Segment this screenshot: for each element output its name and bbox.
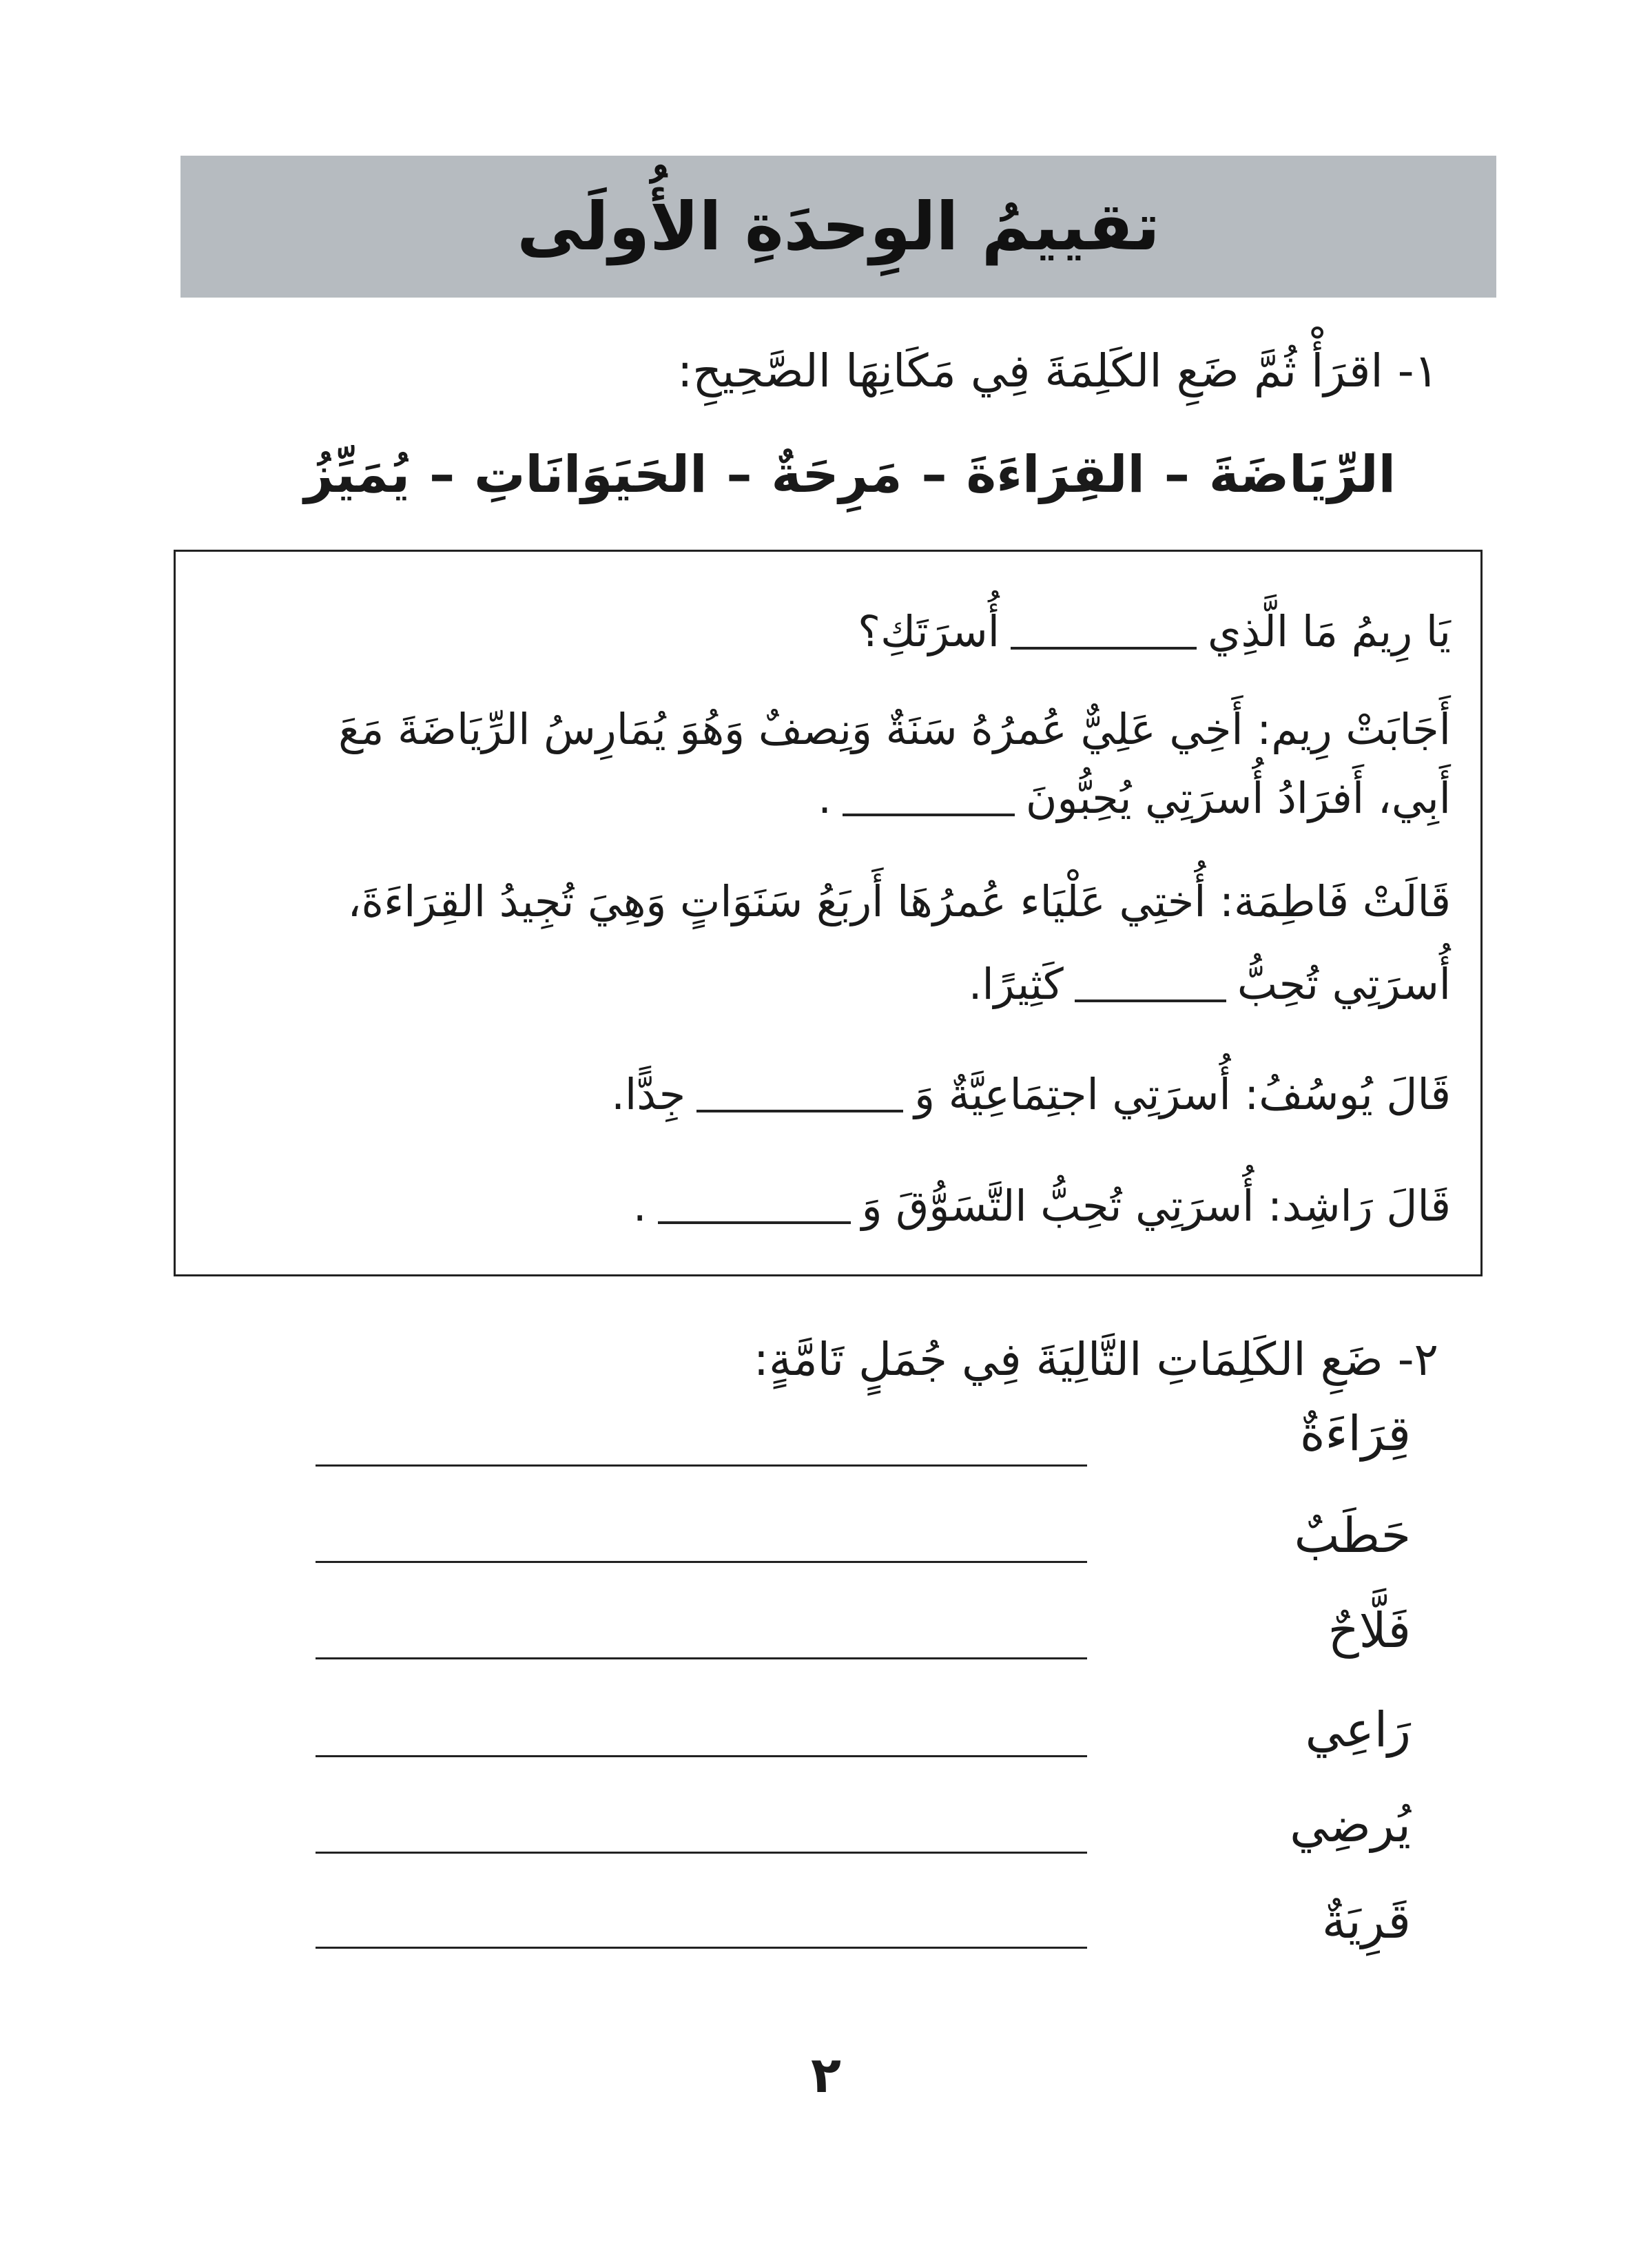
page-title: تقييمُ الوِحدَةِ الأُولَى xyxy=(517,188,1160,265)
answer-line[interactable] xyxy=(316,1561,1087,1563)
word-bank-separator: – xyxy=(429,445,455,504)
passage-line-3 xyxy=(818,773,1451,823)
vocab-word: رَاعِي xyxy=(1305,1701,1411,1758)
passage-text: قَالَ يُوسُفُ: أُسرَتِي اجتِمَاعِيَّةٌ وَ xyxy=(914,1069,1451,1119)
question-2-instruction: ٢- ضَعِ الكَلِمَاتِ التَّالِيَةَ فِي جُمَلٍ تَامَّةٍ: xyxy=(753,1333,1438,1386)
passage-line-1 xyxy=(858,606,1451,656)
passage-line-2: أَجَابَتْ رِيم: أَخِي عَلِيٌّ عُمرُهُ سَنَةٌ وَنِصفٌ وَهُوَ يُمَارِسُ الرِّيَاضَةَ مَعَ xyxy=(338,704,1451,754)
word-bank-item: الحَيَوَانَاتِ xyxy=(474,445,708,504)
fill-blank[interactable] xyxy=(658,1221,851,1224)
passage-text: قَالَ رَاشِد: أُسرَتِي تُحِبُّ التَّسَوُّقَ وَ xyxy=(861,1181,1451,1231)
answer-line[interactable] xyxy=(316,1947,1087,1949)
fill-blank[interactable] xyxy=(843,814,1015,816)
passage-line-4: قَالَتْ فَاطِمَة: أُختِي عَلْيَاء عُمرُهَا أَربَعُ سَنَوَاتٍ وَهِيَ تُجِيدُ القِرَاءَةَ، xyxy=(347,876,1451,926)
fill-blank[interactable] xyxy=(1011,647,1197,650)
vocab-word: قِرَاءَةٌ xyxy=(1299,1405,1411,1462)
vocab-word: يُرضِي xyxy=(1290,1796,1411,1853)
passage-line-6 xyxy=(611,1069,1451,1119)
word-bank-item: مَرِحَةٌ xyxy=(771,445,902,504)
passage-line-7 xyxy=(633,1181,1451,1231)
passage-text: أَبِي، أَفرَادُ أُسرَتِي يُحِبُّونَ xyxy=(1025,773,1451,823)
word-bank-separator: – xyxy=(1164,445,1190,504)
vocab-word: فَلَّاحٌ xyxy=(1328,1602,1411,1659)
word-bank-separator: – xyxy=(726,445,752,504)
word-bank-item: القِرَاءَةَ xyxy=(966,445,1145,504)
answer-line[interactable] xyxy=(316,1852,1087,1854)
word-bank-item: يُمَيِّزُ xyxy=(304,445,411,504)
passage-text: يَا رِيمُ مَا الَّذِي xyxy=(1207,606,1451,656)
passage-text: أُسرَتَكِ؟ xyxy=(858,606,1000,656)
answer-line[interactable] xyxy=(316,1755,1087,1757)
vocab-word: حَطَبٌ xyxy=(1294,1507,1411,1564)
word-bank-item: الرِّيَاضَةَ xyxy=(1208,445,1396,504)
passage-text: أُسرَتِي تُحِبُّ xyxy=(1237,959,1451,1009)
fill-blank[interactable] xyxy=(696,1110,903,1112)
passage-line-5 xyxy=(969,959,1451,1009)
word-bank xyxy=(304,445,1396,504)
passage-text: جِدًّا. xyxy=(611,1069,686,1119)
question-1-instruction: ١- اقرَأْ ثُمَّ ضَعِ الكَلِمَةَ فِي مَكَانِهَا الصَّحِيحِ: xyxy=(677,344,1438,397)
passage-text: كَثِيرًا. xyxy=(968,959,1064,1009)
page-number: ٢ xyxy=(811,2046,841,2104)
word-bank-separator: – xyxy=(921,445,947,504)
answer-line[interactable] xyxy=(316,1657,1087,1659)
title-banner xyxy=(180,156,1496,298)
passage-text: . xyxy=(632,1181,647,1231)
answer-line[interactable] xyxy=(316,1464,1087,1467)
passage-text: . xyxy=(818,773,832,823)
fill-blank[interactable] xyxy=(1075,1000,1226,1002)
vocab-word: قَرِيَةٌ xyxy=(1321,1893,1411,1949)
